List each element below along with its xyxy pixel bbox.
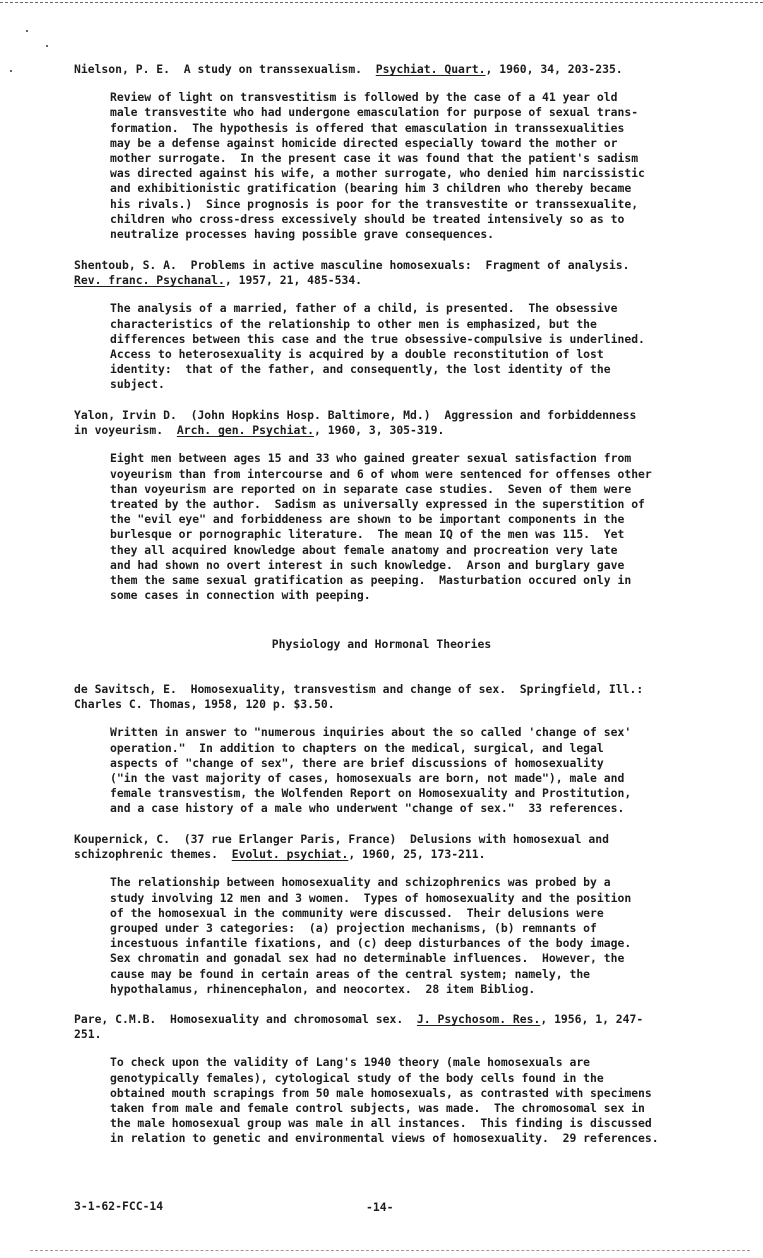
abstract-line: his rivals.) Since prognosis is poor for the transvestite or transsexualite, bbox=[110, 196, 639, 211]
abstract-line: subject. bbox=[110, 377, 165, 392]
abstract-line: hypothalamus, rhinencephalon, and neocortex. 28 item Bibliog. bbox=[110, 981, 536, 996]
article-title: Aggression and forbiddenness bbox=[444, 408, 637, 422]
publication-details: , 1960, 34, 203-235. bbox=[485, 62, 623, 76]
abstract-line: and had shown no overt interest in such knowledge. Arson and burglary gave bbox=[110, 557, 625, 572]
author: Koupernick, C. bbox=[74, 832, 171, 846]
abstract-line: the "evil eye" and forbiddeness are shown to be important components in the bbox=[110, 512, 625, 527]
abstract bbox=[110, 1055, 746, 1146]
abstract-line: some cases in connection with peeping. bbox=[110, 588, 371, 603]
scan-speck bbox=[46, 45, 48, 47]
abstract-line: than voyeurism are reported on in separate case studies. Seven of them were bbox=[110, 481, 632, 496]
citation bbox=[74, 408, 746, 438]
bottom-dashed-border bbox=[30, 1250, 750, 1251]
abstract-line: characteristics of the relationship to other men is emphasized, but the bbox=[110, 316, 597, 331]
abstract-line: the male homosexual group was male in all instances. This finding is discussed bbox=[110, 1116, 652, 1131]
abstract-line: Sex chromatin and gonadal sex had no determinable influences. However, the bbox=[110, 951, 625, 966]
abstract-line: To check upon the validity of Lang's 1940 theory (male homosexuals are bbox=[110, 1055, 591, 1070]
abstract-line: The analysis of a married, father of a child, is presented. The obsessive bbox=[110, 301, 618, 316]
article-title: Homosexuality and chromosomal sex. bbox=[170, 1012, 404, 1026]
article-title: Delusions with homosexual and bbox=[410, 832, 609, 846]
journal-name: J. Psychosom. Res. bbox=[416, 1012, 541, 1026]
book-title: Homosexuality, transvestism and change of sex. bbox=[190, 682, 507, 696]
article-title-continued: schizophrenic themes. bbox=[74, 847, 219, 862]
journal-name: Arch. gen. Psychiat. bbox=[176, 423, 315, 438]
publication-details: , 1960, 3, 305-319. bbox=[314, 423, 445, 438]
bibliography-entry-koupernick bbox=[74, 832, 746, 997]
abstract-line: obtained mouth scrapings from 50 male homosexuals, as contrasted with specimens bbox=[110, 1085, 652, 1100]
abstract bbox=[110, 451, 746, 603]
abstract-line: them the same sexual gratification as peeping. Masturbation occured only in bbox=[110, 573, 632, 588]
abstract-line: operation." In addition to chapters on the medical, surgical, and legal bbox=[110, 740, 604, 755]
top-dashed-border bbox=[0, 2, 763, 3]
abstract-line: Access to heterosexuality is acquired by a double reconstitution of lost bbox=[110, 347, 604, 362]
citation bbox=[74, 832, 746, 862]
author: de Savitsch, E. bbox=[74, 682, 177, 696]
author: Nielson, P. E. bbox=[74, 62, 171, 76]
publication-details: , 1957, 21, 485-534. bbox=[224, 273, 363, 288]
abstract-line: grouped under 3 categories: (a) projection mechanisms, (b) remnants of bbox=[110, 921, 597, 936]
abstract-line: of the homosexual in the community were discussed. Their delusions were bbox=[110, 905, 604, 920]
journal-name: Rev. franc. Psychanal. bbox=[74, 273, 225, 288]
author: Pare, C.M.B. bbox=[74, 1012, 157, 1026]
abstract-line: Eight men between ages 15 and 33 who gained greater sexual satisfaction from bbox=[110, 451, 632, 466]
abstract-line: identity: that of the father, and consequently, the lost identity of the bbox=[110, 362, 611, 377]
abstract-line: children who cross-dress excessively should be treated intensively so as to bbox=[110, 211, 625, 226]
article-title: A study on transsexualism. bbox=[183, 62, 363, 76]
abstract-line: mother surrogate. In the present case it was found that the patient's sadism bbox=[110, 151, 639, 166]
abstract-line: was directed against his wife, a mother surrogate, who denied him narcissistic bbox=[110, 166, 645, 181]
bibliography-entry-shentoub bbox=[74, 258, 746, 393]
abstract-line: and exhibitionistic gratification (bearing him 3 children who thereby became bbox=[110, 181, 632, 196]
abstract bbox=[110, 90, 746, 242]
abstract-line: The relationship between homosexuality and schizophrenics was probed by a bbox=[110, 875, 611, 890]
journal-name: Evolut. psychiat. bbox=[231, 847, 349, 862]
journal-name: Psychiat. Quart. bbox=[375, 62, 486, 76]
abstract-line: ("in the vast majority of cases, homosexuals are born, not made"), male and bbox=[110, 771, 625, 786]
scan-speck bbox=[26, 30, 28, 32]
section-heading: Physiology and Hormonal Theories bbox=[271, 637, 492, 651]
abstract-line: neutralize processes having possible grave consequences. bbox=[110, 227, 495, 242]
abstract bbox=[110, 301, 746, 392]
abstract-line: treated by the author. Sadism as universally expressed in the superstition of bbox=[110, 497, 645, 512]
page-number: -14- bbox=[366, 1200, 394, 1214]
citation bbox=[74, 62, 746, 77]
article-title: Problems in active masculine homosexuals: Fragment of analysis. bbox=[190, 258, 630, 272]
abstract-line: female transvestism, the Wolfenden Report on Homosexuality and Prostitution, bbox=[110, 786, 632, 801]
abstract-line: incestuous infantile fixations, and (c) deep disturbances of the body image. bbox=[110, 936, 632, 951]
abstract-line: male transvestite who had undergone emasculation for purpose of sexual trans- bbox=[110, 105, 639, 120]
bibliography-entry-pare bbox=[74, 1012, 746, 1147]
abstract-line: genotypically females), cytological study of the body cells found in the bbox=[110, 1070, 604, 1085]
citation bbox=[74, 258, 746, 288]
bibliography-entry-de-savitsch bbox=[74, 682, 746, 817]
bibliography-entry-nielson bbox=[74, 62, 746, 242]
author: Yalon, Irvin D. bbox=[74, 408, 177, 422]
abstract-line: may be a defense against homicide directed especially toward the mother or bbox=[110, 135, 618, 150]
abstract-line: voyeurism than from intercourse and 6 of whom were sentenced for offenses other bbox=[110, 466, 652, 481]
abstract bbox=[110, 875, 746, 997]
abstract-line: cause may be found in certain areas of the central system; namely, the bbox=[110, 966, 591, 981]
author: Shentoub, S. A. bbox=[74, 258, 177, 272]
citation bbox=[74, 682, 746, 712]
abstract-line: taken from male and female control subjects, was made. The chromosomal sex in bbox=[110, 1101, 645, 1116]
abstract-line: and a case history of a male who underwent "change of sex." 33 references. bbox=[110, 801, 625, 816]
abstract-line: differences between this case and the true obsessive-compulsive is underlined. bbox=[110, 331, 645, 346]
article-title-continued: in voyeurism. bbox=[74, 423, 164, 438]
abstract-line: burlesque or pornographic literature. The mean IQ of the men was 115. Yet bbox=[110, 527, 625, 542]
author-affiliation: (37 rue Erlanger Paris, France) bbox=[183, 832, 397, 846]
abstract-line: Written in answer to "numerous inquiries about the so called 'change of sex' bbox=[110, 725, 632, 740]
abstract-line: study involving 12 men and 3 women. Types of homosexuality and the position bbox=[110, 890, 632, 905]
document-code: 3-1-62-FCC-14 bbox=[74, 1199, 164, 1213]
publication-details: , 1956, 1, 247- bbox=[540, 1012, 644, 1026]
abstract-line: in relation to genetic and environmental views of homosexuality. 29 references. bbox=[110, 1131, 659, 1146]
author-affiliation: (John Hopkins Hosp. Baltimore, Md.) bbox=[190, 408, 431, 422]
publisher-location: Springfield, Ill.: bbox=[519, 682, 644, 696]
abstract-line: Review of light on transvestitism is followed by the case of a 41 year old bbox=[110, 90, 618, 105]
abstract bbox=[110, 725, 746, 816]
scan-speck bbox=[10, 70, 12, 72]
bibliography-entry-yalon bbox=[74, 408, 746, 603]
abstract-line: formation. The hypothesis is offered that emasculation in transsexualities bbox=[110, 120, 625, 135]
abstract-line: they all acquired knowledge about female anatomy and procreation very late bbox=[110, 542, 618, 557]
publication-details-continued: 251. bbox=[74, 1027, 102, 1042]
publication-details: , 1960, 25, 173-211. bbox=[348, 847, 486, 862]
publisher-details: Charles C. Thomas, 1958, 120 p. $3.50. bbox=[74, 697, 335, 712]
abstract-line: aspects of "change of sex", there are brief discussions of homosexuality bbox=[110, 755, 604, 770]
citation bbox=[74, 1012, 746, 1042]
